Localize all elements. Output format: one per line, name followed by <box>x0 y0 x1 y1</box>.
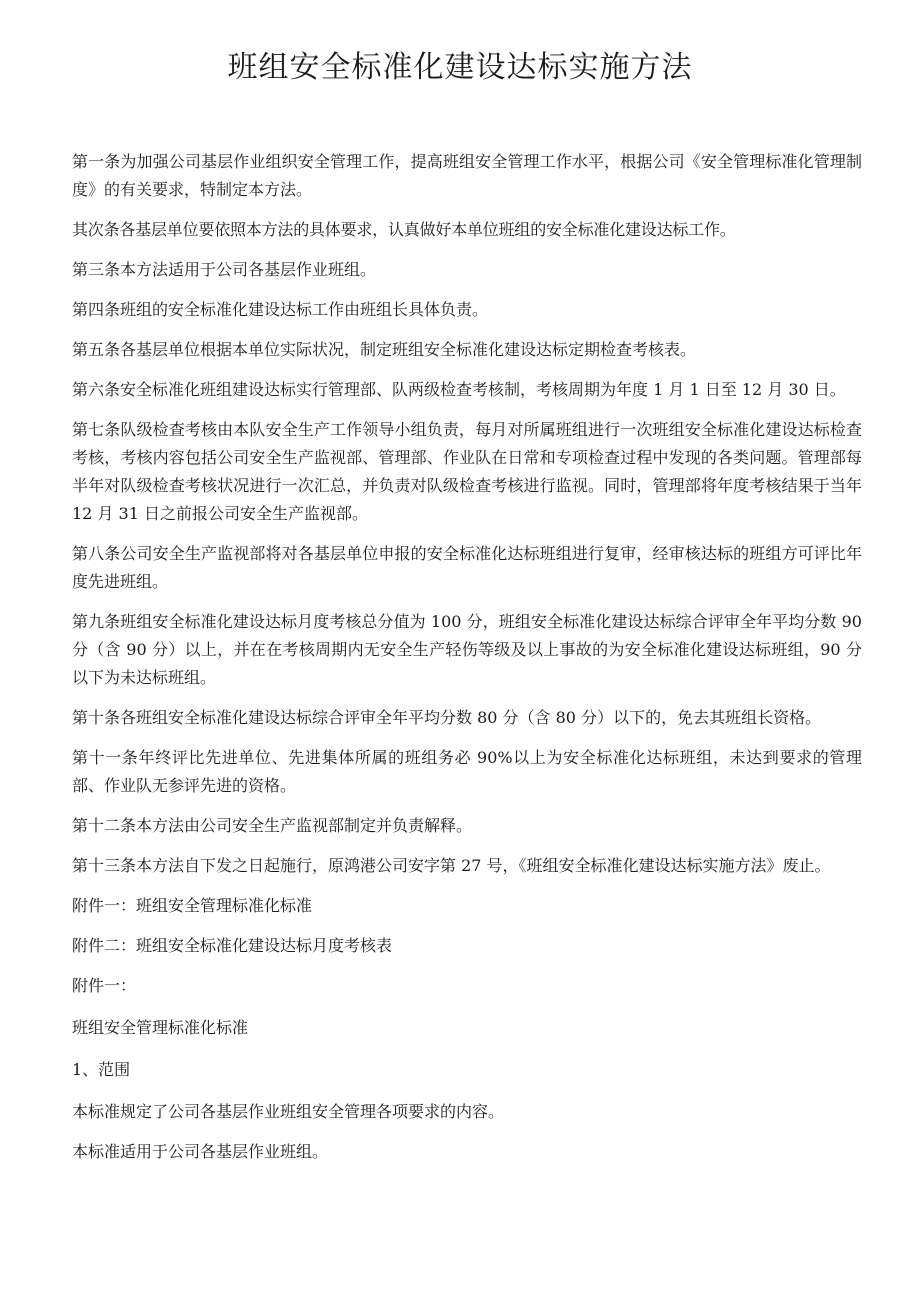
article-1: 第一条为加强公司基层作业组织安全管理工作，提高班组安全管理工作水平，根据公司《安全管理标准化管理制度》的有关要求，特制定本方法。 <box>72 152 862 199</box>
document-body <box>72 148 862 1178</box>
attachment-1-ref: 附件一：班组安全管理标准化标准 <box>72 896 313 915</box>
scope-text-2: 本标准适用于公司各基层作业班组。 <box>72 1142 329 1161</box>
attachment-2-ref: 附件二：班组安全标准化建设达标月度考核表 <box>72 936 393 955</box>
article-6: 第六条安全标准化班组建设达标实行管理部、队两级检查考核制，考核周期为年度 1 月 1 日至 12 月 30 日。 <box>72 380 846 399</box>
standard-title: 班组安全管理标准化标准 <box>72 1018 249 1037</box>
article-13: 第十三条本方法自下发之日起施行，原鸿港公司安字第 27 号，《班组安全标准化建设达标实施方法》废止。 <box>72 856 831 875</box>
article-3: 第三条本方法适用于公司各基层作业班组。 <box>72 260 377 279</box>
article-12: 第十二条本方法由公司安全生产监视部制定并负责解释。 <box>72 816 473 835</box>
article-7: 第七条队级检查考核由本队安全生产工作领导小组负责，每月对所属班组进行一次班组安全标准化建设达标检查考核，考核内容包括公司安全生产监视部、管理部、作业队在日常和专项检查过程中发现的各类问题。管理部每半年对队级检查考核状况进行一次汇总，并负责对队级检查考核进行监视。同时，管理部将年度考核结果于当年 12 月 31 日之前报公司安全生产监视部。 <box>72 420 862 523</box>
article-10: 第十条各班组安全标准化建设达标综合评审全年平均分数 80 分（含 80 分）以下的，免去其班组长资格。 <box>72 708 822 727</box>
article-8: 第八条公司安全生产监视部将对各基层单位申报的安全标准化达标班组进行复审，经审核达标的班组方可评比年度先进班组。 <box>72 544 862 591</box>
section-1-heading: 1、范围 <box>72 1060 131 1079</box>
attachment-1-heading: 附件一： <box>72 976 137 995</box>
article-11: 第十一条年终评比先进单位、先进集体所属的班组务必 90%以上为安全标准化达标班组，未达到要求的管理部、作业队无参评先进的资格。 <box>72 748 862 795</box>
article-2: 其次条各基层单位要依照本方法的具体要求，认真做好本单位班组的安全标准化建设达标工作。 <box>72 220 736 239</box>
article-9: 第九条班组安全标准化建设达标月度考核总分值为 100 分，班组安全标准化建设达标综合评审全年平均分数 90 分（含 90 分）以上，并在在考核周期内无安全生产轻伤等级及以上事故的为安全标准化建设达标班组，90 分以下为未达标班组。 <box>72 612 862 687</box>
document-title: 班组安全标准化建设达标实施方法 <box>227 50 693 85</box>
article-5: 第五条各基层单位根据本单位实际状况，制定班组安全标准化建设达标定期检查考核表。 <box>72 340 697 359</box>
article-4: 第四条班组的安全标准化建设达标工作由班组长具体负责。 <box>72 300 489 319</box>
scope-text-1: 本标准规定了公司各基层作业班组安全管理各项要求的内容。 <box>72 1102 505 1121</box>
